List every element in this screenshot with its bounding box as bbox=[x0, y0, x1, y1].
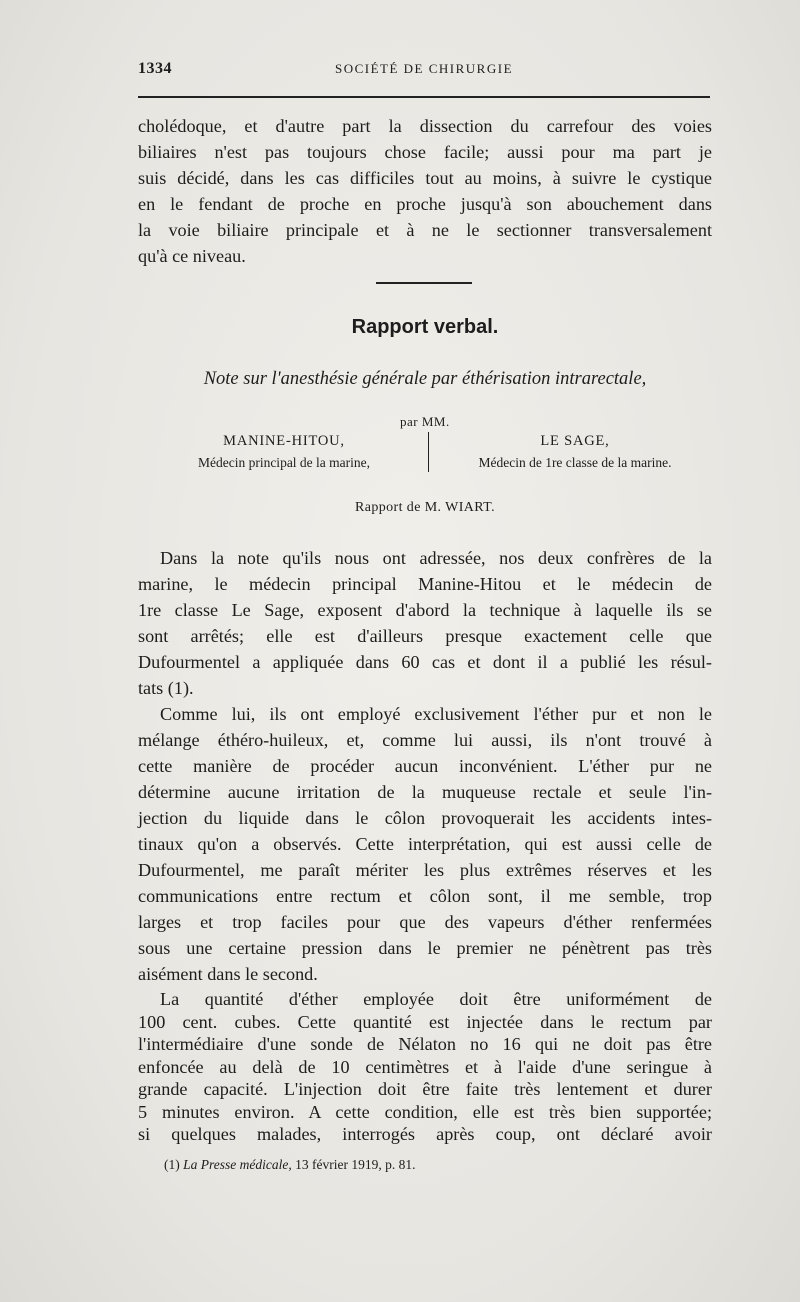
author-2 bbox=[434, 430, 716, 474]
text-line: sous une certaine pression dans le premier ne pénètrent pas très bbox=[138, 938, 712, 958]
author-1-name: MANINE-HITOU, bbox=[223, 433, 345, 449]
text-line: Dans la note qu'ils nous ont adressée, nos deux confrères de la bbox=[160, 548, 712, 568]
text-line: Dufourmentel a appliquée dans 60 cas et dont il a publié les résul- bbox=[138, 652, 712, 672]
authors-divider bbox=[428, 432, 429, 472]
header-rule bbox=[138, 96, 710, 98]
running-head: SOCIÉTÉ DE CHIRURGIE bbox=[334, 61, 514, 76]
text-line: La quantité d'éther employée doit être uniformément de bbox=[160, 989, 712, 1009]
footnote bbox=[164, 1157, 415, 1173]
footnote-marker: (1) bbox=[164, 1157, 180, 1172]
text-line: Comme lui, ils ont employé exclusivement l'éther pur et non le bbox=[160, 704, 712, 724]
text-line: biliaires n'est pas toujours chose facile; aussi pour ma part je bbox=[138, 142, 712, 162]
text-line: la voie biliaire principale et à ne le sectionner transversalement bbox=[138, 220, 712, 240]
section-divider bbox=[376, 282, 472, 284]
authors-intro: par MM. bbox=[400, 414, 450, 429]
author-2-title: Médecin de 1re classe de la marine. bbox=[478, 455, 672, 470]
section-title: Rapport verbal. bbox=[351, 316, 499, 338]
footnote-source: La Presse médicale, bbox=[183, 1157, 292, 1172]
text-line: sont arrêtés; elle est d'ailleurs presque exactement celle que bbox=[138, 626, 712, 646]
text-line: enfoncée au delà de 10 centimètres et à l'aide d'une seringue à bbox=[138, 1056, 712, 1077]
text-line: grande capacité. L'injection doit être faite très lentement et durer bbox=[138, 1079, 712, 1099]
text-line: aisément dans le second. bbox=[138, 964, 318, 984]
author-1-title: Médecin principal de la marine, bbox=[197, 455, 371, 470]
text-line: qu'à ce niveau. bbox=[138, 246, 246, 266]
text-line: suis décidé, dans les cas difficiles tout au moins, à suivre le cystique bbox=[138, 168, 712, 188]
authors-block bbox=[138, 430, 712, 478]
text-line: mélange éthéro-huileux, et, comme lui aussi, ils n'ont trouvé à bbox=[138, 730, 712, 750]
text-line: 100 cent. cubes. Cette quantité est injectée dans le rectum par bbox=[138, 1011, 712, 1032]
text-line: Dufourmentel, me paraît mériter les plus extrêmes réserves et les bbox=[138, 860, 712, 880]
text-line: cholédoque, et d'autre part la dissection du carrefour des voies bbox=[138, 116, 712, 136]
text-line: tinaux qu'on a observés. Cette interprétation, qui est aussi celle de bbox=[138, 834, 712, 854]
author-1 bbox=[138, 430, 430, 474]
text-line: 1re classe Le Sage, exposent d'abord la technique à laquelle ils se bbox=[138, 600, 712, 620]
text-line: cette manière de procéder aucun inconvénient. L'éther pur ne bbox=[138, 756, 712, 776]
text-line: larges et trop faciles pour que des vapeurs d'éther renfermées bbox=[138, 912, 712, 932]
text-line: l'intermédiaire d'une sonde de Nélaton no 16 qui ne doit pas être bbox=[138, 1034, 712, 1054]
page-number: 1334 bbox=[138, 60, 172, 77]
footnote-detail: 13 février 1919, p. 81. bbox=[295, 1157, 416, 1172]
text-line: 5 minutes environ. A cette condition, elle est très bien supportée; bbox=[138, 1101, 712, 1122]
text-line: jection du liquide dans le côlon provoquerait les accidents intes- bbox=[138, 808, 712, 828]
page-header bbox=[138, 60, 710, 84]
text-line: tats (1). bbox=[138, 678, 194, 698]
text-line: communications entre rectum et côlon sont, il me semble, trop bbox=[138, 886, 712, 906]
note-title: Note sur l'anesthésie générale par éthérisation intrarectale, bbox=[203, 369, 647, 389]
rapporteur-line: Rapport de M. WIART. bbox=[354, 500, 495, 515]
text-line: en le fendant de proche en proche jusqu'à son abouchement dans bbox=[138, 194, 712, 214]
author-2-name: LE SAGE, bbox=[540, 433, 610, 449]
text-line: détermine aucune irritation de la muqueuse rectale et seule l'in- bbox=[138, 782, 712, 802]
text-line: si quelques malades, interrogés après coup, ont déclaré avoir bbox=[138, 1124, 712, 1144]
text-line: marine, le médecin principal Manine-Hitou et le médecin de bbox=[138, 574, 712, 594]
